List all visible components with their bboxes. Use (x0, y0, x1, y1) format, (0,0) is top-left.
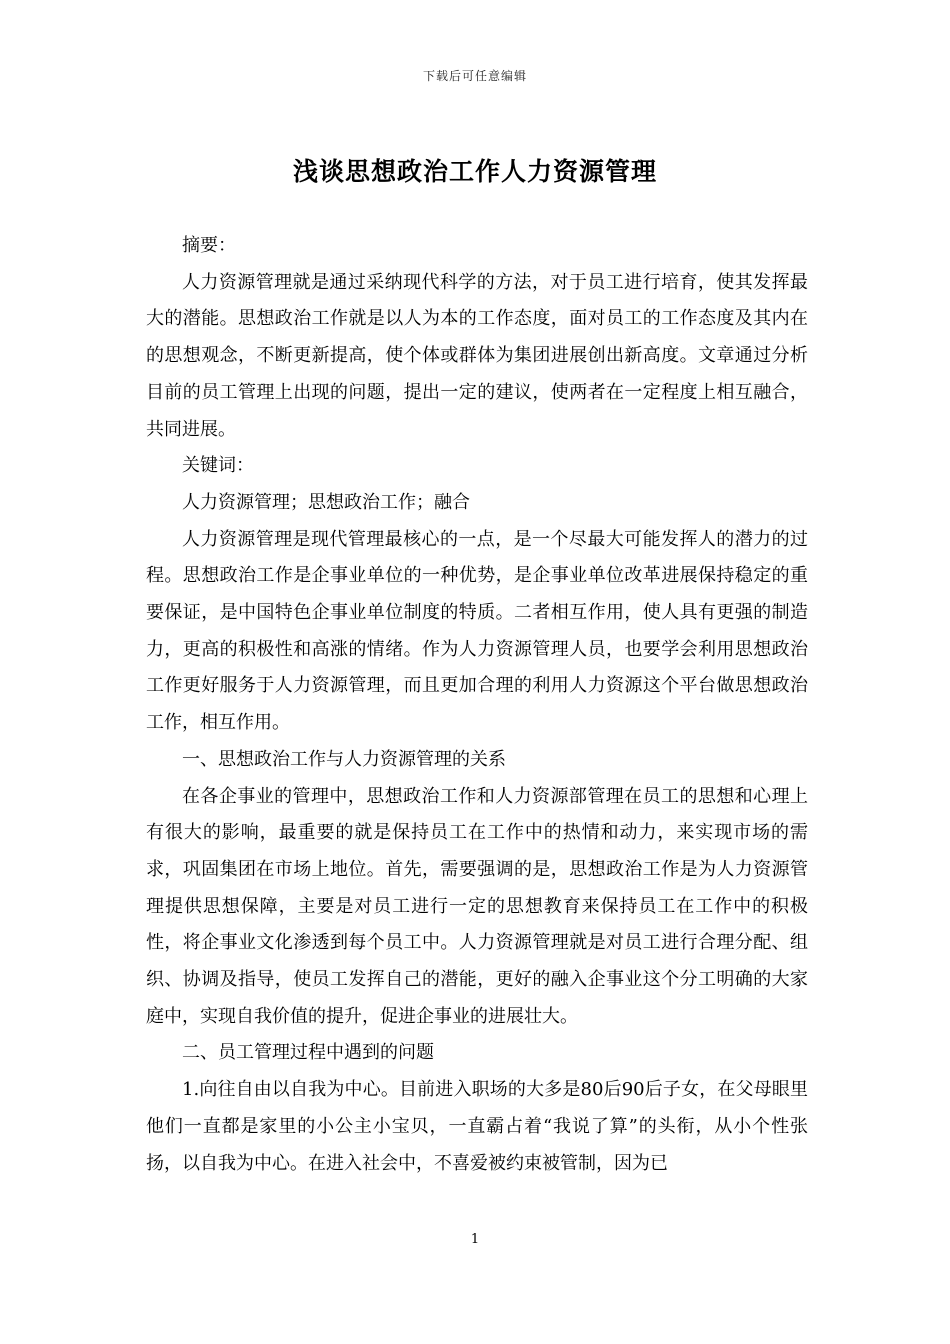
keywords-text: 人力资源管理；思想政治工作；融合 (182, 491, 470, 513)
keywords-label: 关键词： (182, 455, 254, 477)
section1-paragraph: 在各企事业的管理中，思想政治工作和人力资源部管理在员工的思想和心理上有很大的影响，最重要的就是保持员工在工作中的热情和动力，来实现市场的需求，巩固集团在市场上地位。首先，需要强调的是，思想政治工作是为人力资源管理提供思想保障，主要是对员工进行一定的思想教育来保持员工在工作中的积极性，将企事业文化渗透到每个员工中。人力资源管理就是对员工进行合理分配、组织、协调及指导，使员工发挥自己的潜能，更好的融入企事业这个分工明确的大家庭中，实现自我价值的提升，促进企事业的进展壮大。 (146, 785, 808, 1027)
section2-paragraph: 1.向往自由以自我为中心。目前进入职场的大多是80后90后子女，在父母眼里他们一直都是家里的小公主小宝贝，一直霸占着“我说了算”的头衔，从小个性张扬，以自我为中心。在进入社会中，不喜爱被约束被管制，因为已 (146, 1079, 808, 1174)
abstract-label: 摘要： (182, 235, 236, 256)
document-title: 浅谈思想政治工作人力资源管理 (292, 157, 657, 186)
page-header-note: 下载后可任意编辑 (422, 69, 527, 83)
section1-heading: 一、思想政治工作与人力资源管理的关系 (182, 748, 506, 770)
page-number: 1 (470, 1232, 480, 1247)
document-body (146, 228, 808, 1182)
abstract-text: 人力资源管理就是通过采纳现代科学的方法，对于员工进行培育，使其发挥最大的潜能。思想政治工作就是以人为本的工作态度，面对员工的工作态度及其内在的思想观念，不断更新提高，使个体或群体为集团进展创出新高度。文章通过分析目前的员工管理上出现的问题，提出一定的建议，使两者在一定程度上相互融合，共同进展。 (146, 271, 808, 440)
section2-heading: 二、员工管理过程中遇到的问题 (182, 1042, 434, 1064)
intro-paragraph: 人力资源管理是现代管理最核心的一点，是一个尽最大可能发挥人的潜力的过程。思想政治工作是企事业单位的一种优势，是企事业单位改革进展保持稳定的重要保证，是中国特色企事业单位制度的特质。二者相互作用，使人具有更强的制造力，更高的积极性和高涨的情绪。作为人力资源管理人员，也要学会利用思想政治工作更好服务于人力资源管理，而且更加合理的利用人力资源这个平台做思想政治工作，相互作用。 (146, 528, 808, 734)
